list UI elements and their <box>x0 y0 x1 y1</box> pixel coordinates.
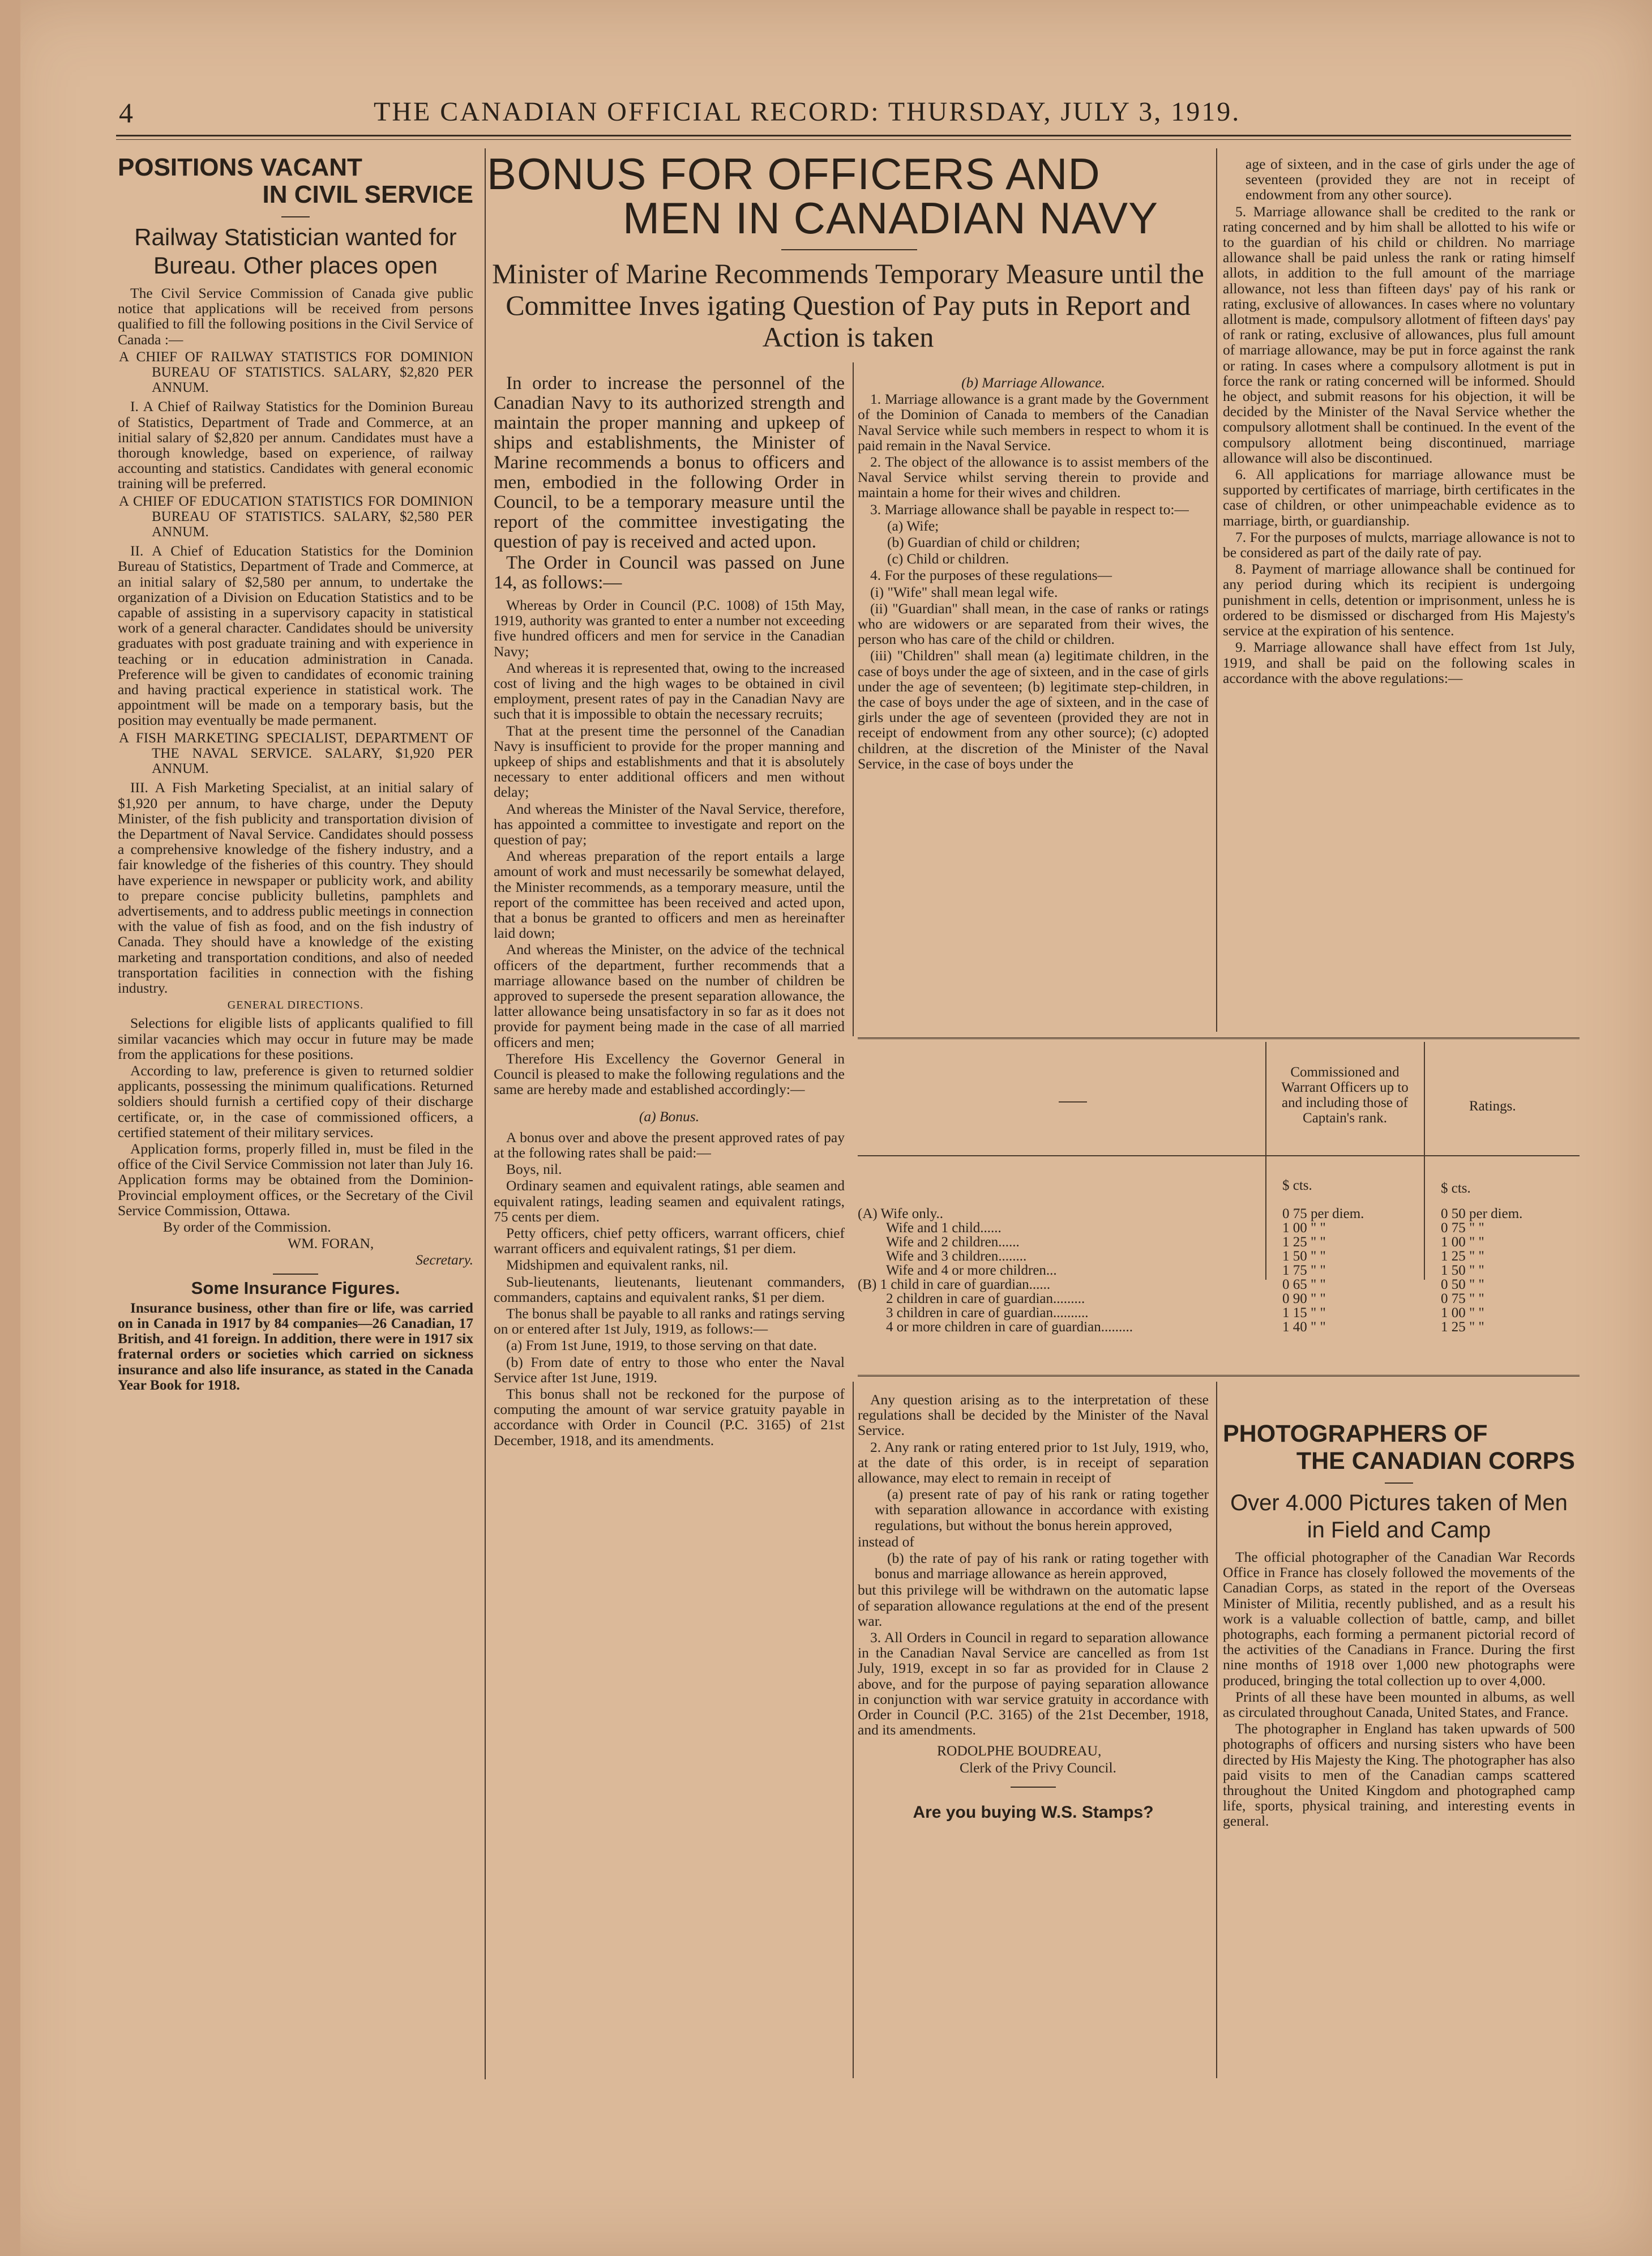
column-photographers <box>1223 1420 1575 2077</box>
column-rule <box>853 1382 854 2078</box>
insurance-paragraph: Insurance business, other than fire or life, was carried on in Canada in 1917 by 84 companies—26 Canadian, 17 British, and 41 foreign. In addition, there were in 1917 six fraternal orders or societies which carried on sickness insurance and also life insurance, as stated in the Canada Year Book for 1918. <box>118 1299 473 1393</box>
table-row-label: 2 children in care of guardian......... <box>886 1291 1085 1306</box>
table-top-rule <box>858 1037 1580 1039</box>
divider <box>781 249 917 250</box>
page-number: 4 <box>119 97 133 129</box>
divider <box>1011 1787 1056 1788</box>
position-heading: A CHIEF OF RAILWAY STATISTICS FOR DOMINION BUREAU OF STATISTICS. SALARY, $2,820 PER ANNUM. <box>119 349 473 396</box>
table-row-label: 3 children in care of guardian.......... <box>886 1305 1089 1321</box>
column-civil-service <box>118 154 473 2079</box>
column-rule <box>853 362 854 1036</box>
lead-paragraph: In order to increase the personnel of the Canadian Navy to its authorized strength and maintain the proper manning and upkeep of ships and establishments, the Minister of Marine recommends a bonus to officers and men, embodied in the following Order in Council, to be a temporary measure until the report of the committee investigating the question of pay is received and acted upon. <box>494 374 845 552</box>
railway-subheadline: Railway Statistician wanted for Bureau. Other places open <box>134 224 457 279</box>
ratings-column-header: Ratings. <box>1469 1099 1516 1114</box>
insurance-heading: Some Insurance Figures. <box>191 1277 400 1298</box>
body-paragraph: 8. Payment of marriage allowance shall be continued for any period during which its recipient is undergoing punishment in cells, detention or imprisonment, unless he is ordered to be dismissed or discharged from His Majesty's service at the expiration of his sentence. <box>1223 561 1575 639</box>
body-paragraph: III. A Fish Marketing Specialist, at an initial salary of $1,920 per annum, to have charge, under the Deputy Minister, of the fish publicity and transportation division of the Department of Naval Service. Candidates should possess a comprehensive knowledge of the fishery industry, and a fair knowledge of the fisheries of this country. They should have experience in newspaper or publicity work, and ability to prepare concise publicity bulletins, pamphlets and advertisements, and to address public meetings in connection with the value of fish as food, and on the fish industry of Canada. They should have a knowledge of the existing marketing and transportation conditions, and also of needed transportation facilities in connection with the fishing industry. <box>118 779 473 996</box>
ratings-rate: 0 50 per diem. <box>1441 1206 1523 1221</box>
table-header-rule <box>858 1155 1580 1156</box>
ratings-rate: 1 25 " " <box>1441 1319 1484 1335</box>
ratings-rate: 1 50 " " <box>1441 1263 1484 1278</box>
photographers-subheadline: Over 4.000 Pictures taken of Men in Field and Camp <box>1230 1490 1568 1543</box>
body-paragraph: Sub-lieutenants, lieutenants, lieutenant commanders, commanders, captains and equivalent ranks, $1 per diem. <box>494 1273 845 1305</box>
body-paragraph: Application forms, properly filled in, must be filed in the office of the Civil Service Commission not later than July 16. Application forms may be obtained from the Dominion-Provincial employment offices, or the Secretary of the Civil Service Commission, Ottawa. <box>118 1140 473 1219</box>
body-paragraph: 3. All Orders in Council in regard to separation allowance in the Canadian Naval Service are cancelled as from 1st July, 1919, except in so far as provided for in Clause 2 above, and for the purpose of paying separation allowance in conjunction with war service gratuity in accordance with Order in Council (P.C. 3165) of the 21st December, 1918, and its amendments. <box>858 1629 1209 1738</box>
photographers-headline: PHOTOGRAPHERS OF THE CANADIAN CORPS <box>1223 1420 1575 1475</box>
officers-rate: 1 40 " " <box>1282 1319 1326 1335</box>
body-paragraph: age of sixteen, and in the case of girls under the age of seventeen (provided they are not in receipt of endowment from any other source). <box>1246 156 1575 203</box>
officers-column-header: Commissioned and Warrant Officers up to and including those of Captain's rank. <box>1281 1065 1409 1126</box>
column-rule <box>1216 148 1217 1032</box>
list-item: (a) Wife; <box>887 517 939 534</box>
body-paragraph: Petty officers, chief petty officers, warrant officers, chief warrant officers and equivalent ratings, $1 per diem. <box>494 1224 845 1257</box>
body-paragraph: 4. For the purposes of these regulations— <box>870 567 1112 584</box>
body-paragraph: instead of <box>858 1533 914 1550</box>
body-paragraph: That at the present time the personnel of the Canadian Navy is insufficient to provide for the proper manning and upkeep of ships and establishments and that it is absolutely necessary to enter additional officers and men without delay; <box>494 722 845 801</box>
intro-paragraph: The Civil Service Commission of Canada give public notice that applications will be received from persons qualified to fill the following positions in the Civil Service of Canada :— <box>118 285 473 348</box>
officers-rate: 0 65 " " <box>1282 1277 1326 1292</box>
body-paragraph: And whereas the Minister of the Naval Service, therefore, has appointed a committee to investigate and report on the question of pay; <box>494 800 845 848</box>
divider <box>273 1274 318 1275</box>
signature-title: Clerk of the Privy Council. <box>960 1759 1116 1776</box>
body-paragraph: 3. Marriage allowance shall be payable in respect to:— <box>870 501 1189 518</box>
allowance-table <box>858 1042 1580 1368</box>
position-heading: A FISH MARKETING SPECIALIST, DEPARTMENT OF THE NAVAL SERVICE. SALARY, $1,920 PER ANNUM. <box>119 730 473 777</box>
ws-stamps-slogan: Are you buying W.S. Stamps? <box>913 1802 1154 1822</box>
page-header <box>116 94 1571 134</box>
table-row-label: (A) Wife only.. <box>858 1206 944 1221</box>
body-paragraph: 6. All applications for marriage allowance must be supported by certificates of marriage, birth certificates in the case of children, or other unimpeachable evidence as to marriage, birth, or guardianship. <box>1223 466 1575 529</box>
body-paragraph: 9. Marriage allowance shall have effect from 1st July, 1919, and shall be paid on the following scales in accordance with the above regulations:— <box>1223 639 1575 686</box>
body-paragraph: (b) From date of entry to those who enter the Naval Service after 1st June, 1919. <box>494 1353 845 1386</box>
ratings-unit: $ cts. <box>1441 1181 1471 1196</box>
officers-rate: 1 15 " " <box>1282 1305 1326 1321</box>
body-paragraph: The photographer in England has taken upwards of 500 photographs of officers and nursing sisters who have been directed by His Majesty the King. The photographer has also paid visits to men of the Canadian camps scattered throughout the United Kingdom and photographed camp life, sports, physical training, and interesting events in general. <box>1223 1720 1575 1830</box>
navy-headline: BONUS FOR OFFICERS AND MEN IN CANADIAN NAVY <box>487 149 1159 243</box>
ratings-rate: 0 75 " " <box>1441 1291 1484 1306</box>
body-paragraph: (i) "Wife" shall mean legal wife. <box>870 583 1058 600</box>
table-row-label: Wife and 2 children...... <box>886 1234 1020 1250</box>
body-paragraph: (a) From 1st June, 1919, to those serving on that date. <box>506 1337 817 1354</box>
divider <box>281 216 310 217</box>
position-heading: A CHIEF OF EDUCATION STATISTICS FOR DOMINION BUREAU OF STATISTICS. SALARY, $2,580 PER ANNUM. <box>119 493 473 540</box>
body-paragraph: but this privilege will be withdrawn on the automatic lapse of separation allowance regulations at the end of the present war. <box>858 1582 1209 1629</box>
body-paragraph: (b) the rate of pay of his rank or rating together with bonus and marriage allowance as herein approved, <box>875 1550 1209 1582</box>
table-row-label: 4 or more children in care of guardian......... <box>886 1319 1133 1335</box>
table-row-label: Wife and 4 or more children... <box>886 1263 1057 1278</box>
navy-subheadline: Minister of Marine Recommends Temporary Measure until the Committee Inves igating Question of Pay puts in Report and Action is taken <box>492 258 1204 353</box>
body-paragraph: 2. The object of the allowance is to assist members of the Naval Service whilst serving therein to provide and maintain a home for their wives and children. <box>858 454 1209 501</box>
signature: RODOLPHE BOUDREAU, <box>937 1742 1102 1759</box>
body-paragraph: The official photographer of the Canadian War Records Office in France has closely followed the movements of the Canadian Corps, as stated in the report of the Overseas Minister of Militia, recently published, and as a result his work is a valuable collection of battle, camp, and billet photographs, each forming a permanent pictorial record of the activities of the Canadians in France. During the first nine months of 1918 over 1,000 new photographs were produced, bringing the total collection up to over 4,000. <box>1223 1549 1575 1689</box>
body-paragraph: This bonus shall not be reckoned for the purpose of computing the amount of war service gratuity payable in accordance with Order in Council (P.C. 3165) of 21st December, 1918, and its amendments. <box>494 1385 845 1449</box>
column-navy-bonus <box>494 374 845 2073</box>
officers-rate: 1 50 " " <box>1282 1249 1326 1264</box>
body-paragraph: Therefore His Excellency the Governor General in Council is pleased to make the following regulations and the same are hereby made and established accordingly:— <box>494 1050 845 1098</box>
body-paragraph: I. A Chief of Railway Statistics for the Dominion Bureau of Statistics, Department of Trade and Commerce, at an initial salary of $2,820 per annum. Candidates must have a thorough knowledge, based on experience, of railway accounting and statistics. Candidates with general economic training will be preferred. <box>118 398 473 492</box>
officers-rate: 1 25 " " <box>1282 1234 1326 1250</box>
body-paragraph: 5. Marriage allowance shall be credited to the rank or rating concerned and by him shall be allotted to his wife or to the guardian of his child or children. No marriage allowance shall be paid unless the rank or rating himself allots, in addition to the full amount of the marriage allowance, not less than fifteen days' pay of his rank or rating, exclusive of allowances. In cases where no voluntary allotment is made, compulsory allotment of fifteen days' pay of rank or rating, exclusive of allowances, plus full amount of marriage allowance, may be put in force against the rank or rating. In cases where a compulsory allotment is put in force the rank or rating concerned will be informed. Should he object, and submit reasons for his objection, it will be decided by the Minister of the Naval Service whether the compulsory allotment shall be continued. In the event of the compulsory allotment being discontinued, marriage allowance will also be discontinued. <box>1223 203 1575 466</box>
body-paragraph: Boys, nil. <box>506 1161 562 1178</box>
body-paragraph: 1. Marriage allowance is a grant made by the Government of the Dominion of Canada to members of the Canadian Naval Service while such members in respect to whom it is paid remain in the Naval Service. <box>858 391 1209 454</box>
list-item: (c) Child or children. <box>887 550 1009 567</box>
general-directions-heading: GENERAL DIRECTIONS. <box>227 999 364 1012</box>
body-paragraph: Midshipmen and equivalent ranks, nil. <box>506 1257 729 1274</box>
column-marriage-allowance <box>858 375 1209 1032</box>
ratings-rate: 1 00 " " <box>1441 1234 1484 1250</box>
body-paragraph: Ordinary seamen and equivalent ratings, able seamen and equivalent ratings, leading seamen and equivalent ratings, 75 cents per diem. <box>494 1177 845 1225</box>
ratings-rate: 0 50 " " <box>1441 1277 1484 1292</box>
officers-rate: 1 00 " " <box>1282 1220 1326 1236</box>
officers-unit: $ cts. <box>1282 1178 1312 1193</box>
ratings-rate: 0 75 " " <box>1441 1220 1484 1236</box>
officers-rate: 0 90 " " <box>1282 1291 1326 1306</box>
body-paragraph: (iii) "Children" shall mean (a) legitimate children, in the case of boys under the age of sixteen, and in the case of girls under the age of seventeen; (b) legitimate step-children, in the case of boys under the age of sixteen, and in the case of girls under the age of seventeen (provided they are not in receipt of endowment from any other source); (c) adopted children, at the discretion of the Minister of the Naval Service, in the case of boys under the <box>858 647 1209 772</box>
torn-left-edge <box>0 0 20 2256</box>
column-marriage-allowance-cont <box>1223 156 1575 1032</box>
ratings-rate: 1 00 " " <box>1441 1305 1484 1321</box>
body-paragraph: And whereas preparation of the report entails a large amount of work and must necessarily be somewhat delayed, the Minister recommends, as a temporary measure, until the report of the committee has been received and acted upon, that a bonus be granted to officers and men as hereinafter laid down; <box>494 848 845 942</box>
bonus-heading: (a) Bonus. <box>639 1108 700 1125</box>
body-paragraph: Any question arising as to the interpretation of these regulations shall be decided by the Minister of the Naval Service. <box>858 1392 1209 1439</box>
table-blank-cell <box>1059 1101 1087 1103</box>
signature: WM. FORAN, <box>288 1235 374 1252</box>
body-paragraph: 2. Any rank or rating entered prior to 1st July, 1919, who, at the date of this order, is in receipt of separation allowance, may elect to remain in receipt of <box>858 1438 1209 1486</box>
body-paragraph: And whereas the Minister, on the advice of the technical officers of the department, further recommends that a marriage allowance based on the number of children be approved to supersede the present separation allowance, the latter allowance being unsatisfactory in so far as it does not provide for payment being made in the case of all married officers and men; <box>494 941 845 1050</box>
column-rule <box>1216 1382 1217 2078</box>
table-column-rule <box>1424 1042 1425 1280</box>
officers-rate: 1 75 " " <box>1282 1263 1326 1278</box>
body-paragraph: And whereas it is represented that, owing to the increased cost of living and the high wages to be obtained in civil employment, present rates of pay in the Canadian Navy are such that it is impossible to obtain the necessary recruits; <box>494 659 845 723</box>
body-paragraph: (a) present rate of pay of his rank or rating together with separation allowance in accordance with existing regulations, but without the bonus herein approved, <box>875 1486 1209 1533</box>
body-paragraph: The bonus shall be payable to all ranks and ratings serving on or entered after 1st July, 1919, as follows:— <box>494 1305 845 1338</box>
body-paragraph: Whereas by Order in Council (P.C. 1008) of 15th May, 1919, authority was granted to enter a number not exceeding five hundred officers and men for service in the Canadian Navy; <box>494 597 845 660</box>
signature-title: Secretary. <box>416 1251 473 1268</box>
body-paragraph: (ii) "Guardian" shall mean, in the case of ranks or ratings who are widowers or are separated from their wives, the person who has care of the child or children. <box>858 600 1209 648</box>
list-item: (b) Guardian of child or children; <box>887 534 1080 551</box>
table-row-label: (B) 1 child in care of guardian...... <box>858 1277 1051 1292</box>
table-bottom-rule <box>858 1375 1580 1377</box>
masthead-title: THE CANADIAN OFFICIAL RECORD: THURSDAY, JULY 3, 1919. <box>374 97 1241 127</box>
table-row-label: Wife and 1 child...... <box>886 1220 1002 1236</box>
body-paragraph: A bonus over and above the present approved rates of pay at the following rates shall be paid:— <box>494 1129 845 1161</box>
marriage-allowance-heading: (b) Marriage Allowance. <box>961 375 1105 391</box>
body-paragraph: Prints of all these have been mounted in albums, as well as circulated throughout Canada, United States, and France. <box>1223 1688 1575 1721</box>
column-rule <box>485 148 486 2079</box>
body-paragraph: Selections for eligible lists of applicants qualified to fill similar vacancies which may occur in future may be made from the applications for these positions. <box>118 1015 473 1062</box>
table-column-rule <box>1265 1042 1266 1280</box>
table-row-label: Wife and 3 children........ <box>886 1249 1027 1264</box>
ratings-rate: 1 25 " " <box>1441 1249 1484 1264</box>
divider <box>1385 1482 1413 1484</box>
officers-rate: 0 75 per diem. <box>1282 1206 1364 1221</box>
civil-service-headline: POSITIONS VACANT IN CIVIL SERVICE <box>118 154 473 208</box>
order-line: By order of the Commission. <box>163 1218 331 1235</box>
lead-paragraph: The Order in Council was passed on June 14, as follows:— <box>494 553 845 593</box>
body-paragraph: According to law, preference is given to returned soldier applicants, possessing the minimum qualifications. Returned soldiers should furnish a certified copy of their discharge certificate, or, in the case of commissioned officers, a certified statement of their military services. <box>118 1062 473 1140</box>
body-paragraph: II. A Chief of Education Statistics for the Dominion Bureau of Statistics, Department of Trade and Commerce, at an initial salary of $2,580 per annum, to undertake the organization of a Division on Education Statistics and to be capable of assisting in a supervisory capacity in statistical work of a general character. Candidates should be university graduates with post graduate training and with experience in teaching or in education administration in Canada. Preference will be given to candidates of economic training and having practical experience in statistical work. The appointment will be made on a temporary basis, but the position may eventually be made permanent. <box>118 542 473 729</box>
body-paragraph: 7. For the purposes of mulcts, marriage allowance is not to be considered as part of the daily rate of pay. <box>1223 528 1575 561</box>
header-rule <box>116 135 1571 140</box>
column-regulations-cont <box>858 1392 1209 2077</box>
